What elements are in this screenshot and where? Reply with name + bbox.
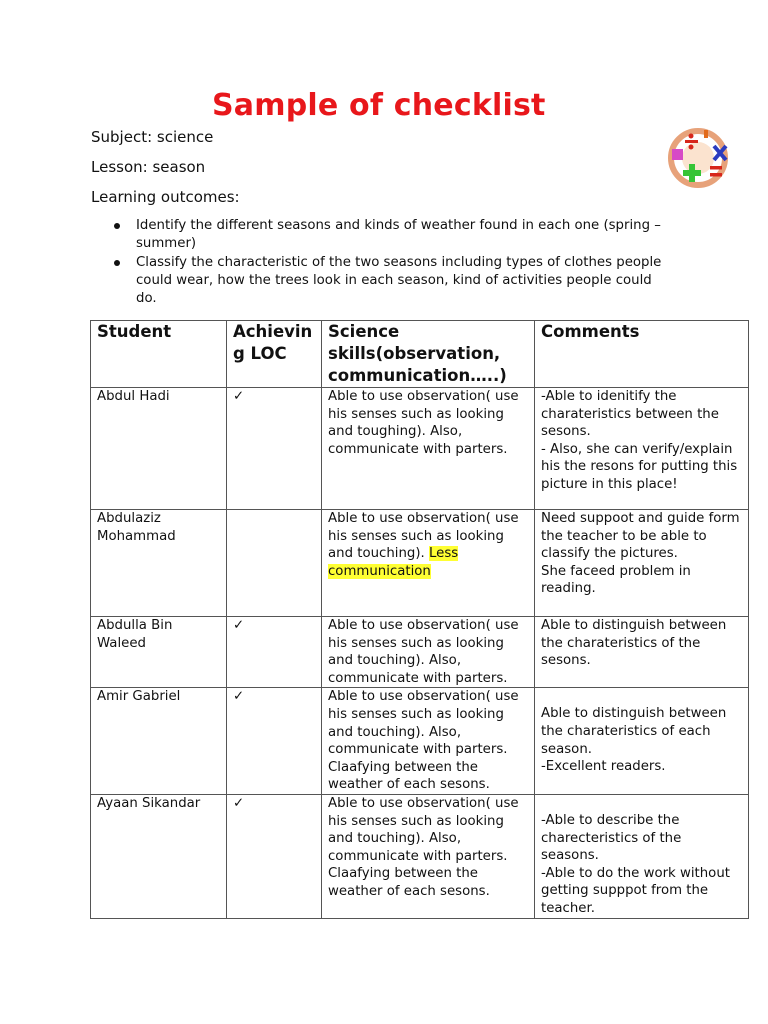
- comment-line: Able to distinguish between the charateristics of each season.: [541, 706, 727, 757]
- comments-cell: [535, 388, 749, 510]
- comments-cell: [535, 794, 749, 918]
- skills-cell: Able to use observation( use his senses such as looking and toughing). Also, communicate with parters.: [322, 388, 535, 510]
- page-title: Sample of checklist: [212, 88, 546, 123]
- comment-line: - Also, she can verify/explain his the resons for putting this picture in this place!: [541, 441, 738, 492]
- comment-line: Need suppoot and guide form the teacher to be able to classify the pictures.: [541, 511, 740, 562]
- table-row: [91, 617, 749, 688]
- list-item: [112, 217, 672, 253]
- header-achieving-loc: Achieving LOC: [227, 321, 322, 388]
- student-name: Ayaan Sikandar: [91, 794, 227, 918]
- table-row: [91, 388, 749, 510]
- comment-line: Able to distinguish between the charateristics of the sesons.: [541, 618, 727, 669]
- skills-cell: Able to use observation( use his senses such as looking and touching). Also, communicate with parters.: [322, 617, 535, 688]
- table-row: [91, 688, 749, 795]
- header-student: Student: [91, 321, 227, 388]
- highlighted-note: Less communication: [328, 546, 459, 579]
- header-comments: Comments: [535, 321, 749, 388]
- comment-line: -Excellent readers.: [541, 759, 666, 775]
- comments-cell: [535, 688, 749, 795]
- student-name: Abdul Hadi: [91, 388, 227, 510]
- skills-text: Able to use observation( use his senses such as looking and touching).: [328, 511, 519, 562]
- skills-cell: Able to use observation( use his senses such as looking and touching). Also, communicate with parters. Claafying between the weather of each sesons.: [322, 794, 535, 918]
- comment-line: -Able to do the work without getting supppot from the teacher.: [541, 865, 730, 916]
- learning-outcomes-list: [112, 217, 672, 309]
- comments-cell: [535, 510, 749, 617]
- math-symbols-logo-icon: [666, 124, 736, 188]
- table-row: [91, 510, 749, 617]
- outcome-text: Identify the different seasons and kinds of weather found in each one (spring – summer): [136, 218, 661, 251]
- check-cell-empty: [227, 510, 322, 617]
- check-icon: ✓: [227, 688, 322, 795]
- table-header-row: [91, 321, 749, 388]
- skills-cell: [322, 510, 535, 617]
- table-row: [91, 794, 749, 918]
- comments-cell: [535, 617, 749, 688]
- check-icon: ✓: [227, 794, 322, 918]
- skills-cell: Able to use observation( use his senses such as looking and touching). Also, communicate with parters. Claafying between the weather of each sesons.: [322, 688, 535, 795]
- student-name: Abdulla Bin Waleed: [91, 617, 227, 688]
- comment-line: -Able to describe the charecteristics of the seasons.: [541, 812, 682, 864]
- list-item: [112, 254, 672, 308]
- outcome-text: Classify the characteristic of the two seasons including types of clothes people could wear, how the trees look in each season, kind of activities people could do.: [136, 255, 662, 306]
- bullet-icon: [114, 223, 120, 229]
- checklist-table: [90, 320, 749, 919]
- student-name: Amir Gabriel: [91, 688, 227, 795]
- outcomes-label: Learning outcomes:: [91, 188, 240, 206]
- check-icon: ✓: [227, 617, 322, 688]
- check-icon: ✓: [227, 388, 322, 510]
- header-science-skills: Science skills(observation, communication…..): [322, 321, 535, 388]
- comment-line: -Able to idenitify the charateristics between the sesons.: [541, 389, 719, 440]
- student-name: Abdulaziz Mohammad: [91, 510, 227, 617]
- subject-line: Subject: science: [91, 128, 214, 146]
- comment-line: She faceed problem in reading.: [541, 563, 691, 597]
- bullet-icon: [114, 260, 120, 266]
- lesson-line: Lesson: season: [91, 158, 206, 176]
